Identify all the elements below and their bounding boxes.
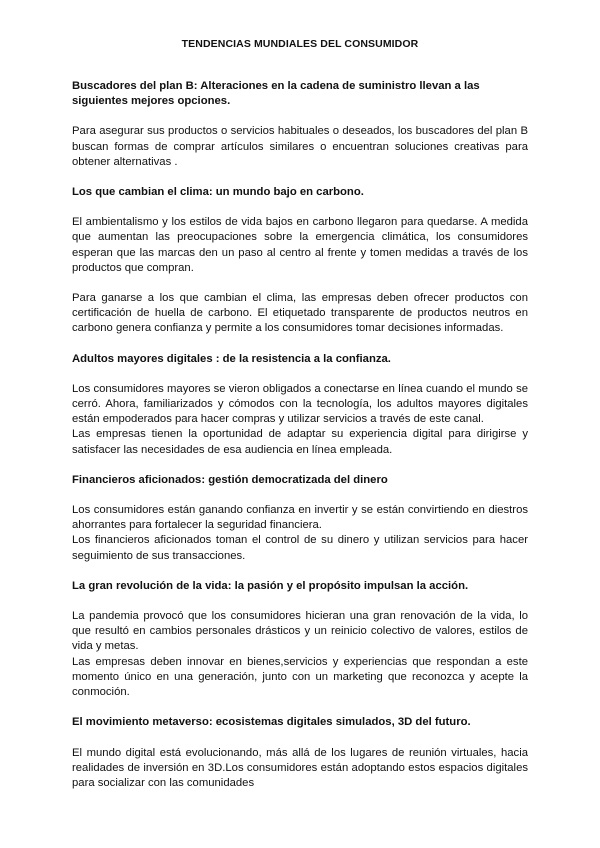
paragraph: El mundo digital está evolucionando, más allá de los lugares de reunión virtuales, hacia realidades de inversión en 3D.Los consumidores están adoptando estos espacios digitales para socializar con las comunidades (72, 746, 528, 789)
spacer (72, 337, 528, 352)
paragraph: Para ganarse a los que cambian el clima, las empresas deben ofrecer productos con certificación de huella de carbono. El etiquetado transparente de productos neutros en carbono genera confianza y permite a los consumidores tomar decisiones informadas. (72, 292, 528, 335)
spacer (72, 276, 528, 291)
document-title: TENDENCIAS MUNDIALES DEL CONSUMIDOR (181, 38, 419, 50)
paragraph: El ambientalismo y los estilos de vida bajos en carbono llegaron para quedarse. A medida que aumentan las preocupaciones sobre la emergencia climática, los consumidores esperan que las marcas den un paso al centro al frente y tomen medidas a través de los productos que compran. (72, 216, 528, 274)
spacer (72, 109, 528, 124)
paragraph: Los consumidores están ganando confianza en invertir y se están convirtiendo en diestros ahorrantes para fortalecer la seguridad financiera. (72, 504, 528, 532)
spacer (72, 731, 528, 746)
spacer (72, 458, 528, 473)
paragraph: Para asegurar sus productos o servicios habituales o deseados, los buscadores del plan B buscan formas de comprar artículos similares o encuentran soluciones creativas para obtener alternativas . (72, 125, 528, 168)
section-heading-life-revolution: La gran revolución de la vida: la pasión y el propósito impulsan la acción. (72, 579, 469, 592)
spacer (72, 700, 528, 715)
section-heading-seniors: Adultos mayores digitales : de la resistencia a la confianza. (72, 352, 391, 365)
spacer (72, 488, 528, 503)
section-heading-finance: Financieros aficionados: gestión democratizada del dinero (72, 473, 388, 486)
spacer (72, 564, 528, 579)
spacer (72, 367, 528, 382)
spacer (72, 594, 528, 609)
paragraph: Las empresas tienen la oportunidad de adaptar su experiencia digital para dirigirse y satisfacer las necesidades de esa audiencia en línea empleada. (72, 428, 528, 456)
spacer (72, 200, 528, 215)
section-heading-plan-b: Buscadores del plan B: Alteraciones en la cadena de suministro llevan a las siguientes mejores opciones. (72, 80, 480, 108)
document-body (72, 79, 528, 791)
section-heading-climate: Los que cambian el clima: un mundo bajo en carbono. (72, 186, 364, 199)
paragraph: Los consumidores mayores se vieron obligados a conectarse en línea cuando el mundo se cerró. Ahora, familiarizados y cómodos con la tecnología, los adultos mayores digitales están empoderados para hacer compras y utilizar servicios a través de este canal. (72, 382, 528, 426)
section-heading-metaverse: El movimiento metaverso: ecosistemas digitales simulados, 3D del futuro. (72, 716, 471, 729)
spacer (72, 170, 528, 185)
paragraph: Las empresas deben innovar en bienes,servicios y experiencias que respondan a este momento único en una generación, junto con un marketing que reconozca y acepte la conmoción. (72, 655, 528, 699)
paragraph: La pandemia provocó que los consumidores hicieran una gran renovación de la vida, lo que resultó en cambios personales drásticos y un reinicio colectivo de valores, estilos de vida y metas. (72, 610, 528, 653)
paragraph: Los financieros aficionados toman el control de su dinero y utilizan servicios para hacer seguimiento de sus transacciones. (72, 534, 528, 562)
